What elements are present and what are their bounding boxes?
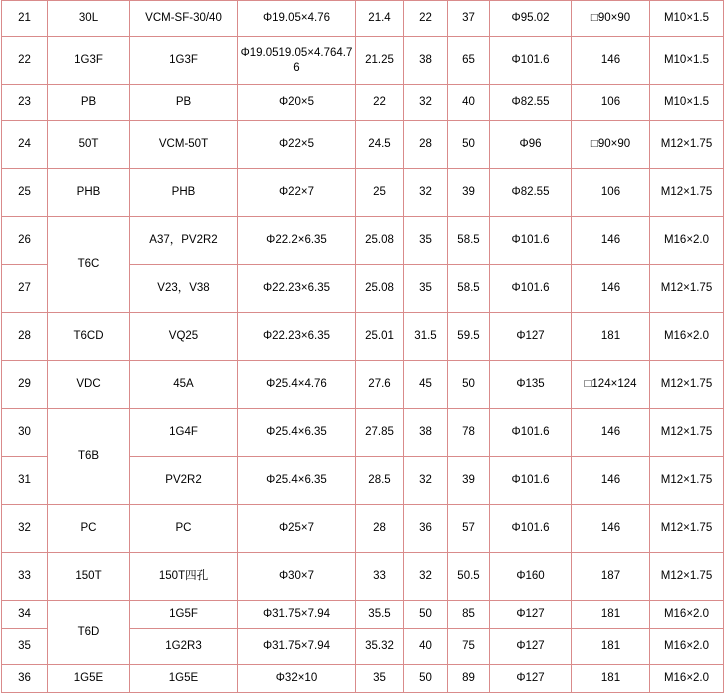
cell-model: PB bbox=[130, 85, 238, 121]
cell-d: Φ82.55 bbox=[490, 169, 572, 217]
cell-b: 50 bbox=[404, 601, 448, 629]
cell-a: 25 bbox=[356, 169, 404, 217]
cell-code: T6D bbox=[48, 601, 130, 665]
cell-b: 31.5 bbox=[404, 313, 448, 361]
cell-no: 29 bbox=[2, 361, 48, 409]
cell-thread: M12×1.75 bbox=[650, 121, 724, 169]
cell-thread: M12×1.75 bbox=[650, 361, 724, 409]
cell-d: Φ101.6 bbox=[490, 409, 572, 457]
cell-b: 32 bbox=[404, 553, 448, 601]
cell-dimension: Φ30×7 bbox=[238, 553, 356, 601]
table-row bbox=[2, 665, 724, 693]
cell-e: 146 bbox=[572, 409, 650, 457]
cell-a: 40 bbox=[404, 629, 448, 665]
cell-dimension: Φ19.0519.05×4.764.76 bbox=[238, 37, 356, 85]
cell-e: □124×124 bbox=[572, 361, 650, 409]
cell-thread: M12×1.75 bbox=[650, 169, 724, 217]
cell-a: 25.08 bbox=[356, 217, 404, 265]
cell-e: 106 bbox=[572, 169, 650, 217]
cell-b: 22 bbox=[404, 1, 448, 37]
cell-code: 1G2R3 bbox=[130, 629, 238, 665]
table-row bbox=[2, 1, 724, 37]
cell-a: 27.6 bbox=[356, 361, 404, 409]
cell-model: PC bbox=[130, 505, 238, 553]
table-row bbox=[2, 361, 724, 409]
cell-d: Φ127 bbox=[490, 665, 572, 693]
cell-code: 50T bbox=[48, 121, 130, 169]
cell-code: VDC bbox=[48, 361, 130, 409]
table-row bbox=[2, 601, 724, 629]
cell-c: 57 bbox=[448, 505, 490, 553]
cell-code: PHB bbox=[48, 169, 130, 217]
cell-e: 146 bbox=[572, 505, 650, 553]
cell-code: PV2R2 bbox=[130, 457, 238, 505]
cell-dimension: Φ22.2×6.35 bbox=[238, 217, 356, 265]
cell-c: 50 bbox=[448, 121, 490, 169]
cell-a: 32 bbox=[404, 457, 448, 505]
cell-dimension: Φ25×7 bbox=[238, 505, 356, 553]
cell-b: 38 bbox=[404, 37, 448, 85]
cell-d: Φ101.6 bbox=[490, 217, 572, 265]
cell-code: 30L bbox=[48, 1, 130, 37]
cell-no: 31 bbox=[2, 457, 48, 505]
cell-thread: M10×1.5 bbox=[650, 37, 724, 85]
cell-c: 58.5 bbox=[448, 217, 490, 265]
table-row bbox=[2, 169, 724, 217]
cell-d: Φ96 bbox=[490, 121, 572, 169]
cell-e: M12×1.75 bbox=[650, 457, 724, 505]
cell-no: 26 bbox=[2, 217, 48, 265]
cell-b: 28 bbox=[404, 121, 448, 169]
cell-code: T6CD bbox=[48, 313, 130, 361]
cell-model: Φ31.75×7.94 bbox=[238, 629, 356, 665]
cell-no: 35 bbox=[2, 629, 48, 665]
cell-c: 89 bbox=[448, 665, 490, 693]
cell-e: 187 bbox=[572, 553, 650, 601]
table-row bbox=[2, 217, 724, 265]
cell-e: 106 bbox=[572, 85, 650, 121]
cell-code: PB bbox=[48, 85, 130, 121]
cell-model: VCM-50T bbox=[130, 121, 238, 169]
cell-model: 1G5E bbox=[130, 665, 238, 693]
cell-d: Φ135 bbox=[490, 361, 572, 409]
cell-c: 65 bbox=[448, 37, 490, 85]
cell-dimension: Φ25.4×4.76 bbox=[238, 361, 356, 409]
cell-c: 85 bbox=[448, 601, 490, 629]
cell-no: 22 bbox=[2, 37, 48, 85]
cell-model: 1G5F bbox=[130, 601, 238, 629]
cell-c: 78 bbox=[448, 409, 490, 457]
cell-no: 34 bbox=[2, 601, 48, 629]
table-row bbox=[2, 313, 724, 361]
cell-code: T6C bbox=[48, 217, 130, 313]
cell-d: 181 bbox=[572, 629, 650, 665]
cell-no: 27 bbox=[2, 265, 48, 313]
cell-a: 33 bbox=[356, 553, 404, 601]
cell-dimension: 35.32 bbox=[356, 629, 404, 665]
cell-b: 75 bbox=[448, 629, 490, 665]
cell-d: Φ127 bbox=[490, 313, 572, 361]
cell-dimension: Φ20×5 bbox=[238, 85, 356, 121]
cell-code: V23，V38 bbox=[130, 265, 238, 313]
cell-a: 22 bbox=[356, 85, 404, 121]
table-row bbox=[2, 121, 724, 169]
cell-dimension: Φ32×10 bbox=[238, 665, 356, 693]
cell-no: 33 bbox=[2, 553, 48, 601]
cell-thread: M10×1.5 bbox=[650, 1, 724, 37]
cell-thread: M12×1.75 bbox=[650, 553, 724, 601]
cell-thread: M16×2.0 bbox=[650, 313, 724, 361]
cell-e: □90×90 bbox=[572, 121, 650, 169]
cell-a: 35.5 bbox=[356, 601, 404, 629]
cell-b: 38 bbox=[404, 409, 448, 457]
cell-a: 28 bbox=[356, 505, 404, 553]
cell-model: VCM-SF-30/40 bbox=[130, 1, 238, 37]
cell-no: 24 bbox=[2, 121, 48, 169]
cell-d: Φ95.02 bbox=[490, 1, 572, 37]
cell-b: 39 bbox=[448, 457, 490, 505]
cell-d: 146 bbox=[572, 265, 650, 313]
cell-code: 1G5E bbox=[48, 665, 130, 693]
table-row bbox=[2, 37, 724, 85]
cell-c: Φ101.6 bbox=[490, 457, 572, 505]
cell-no: 32 bbox=[2, 505, 48, 553]
cell-c: 59.5 bbox=[448, 313, 490, 361]
cell-model: Φ25.4×6.35 bbox=[238, 457, 356, 505]
cell-b: 36 bbox=[404, 505, 448, 553]
cell-thread: M16×2.0 bbox=[650, 217, 724, 265]
cell-code: PC bbox=[48, 505, 130, 553]
cell-model: A37，PV2R2 bbox=[130, 217, 238, 265]
cell-thread: M12×1.75 bbox=[650, 409, 724, 457]
table-row bbox=[2, 85, 724, 121]
cell-no: 28 bbox=[2, 313, 48, 361]
cell-model: 150T四孔 bbox=[130, 553, 238, 601]
cell-code: T6B bbox=[48, 409, 130, 505]
cell-a: 25.01 bbox=[356, 313, 404, 361]
cell-c: Φ101.6 bbox=[490, 265, 572, 313]
cell-model: Φ22.23×6.35 bbox=[238, 265, 356, 313]
cell-model: 1G4F bbox=[130, 409, 238, 457]
cell-c: 50.5 bbox=[448, 553, 490, 601]
cell-dimension: Φ22×7 bbox=[238, 169, 356, 217]
cell-dimension: 28.5 bbox=[356, 457, 404, 505]
cell-no: 36 bbox=[2, 665, 48, 693]
cell-d: 146 bbox=[572, 457, 650, 505]
cell-a: 27.85 bbox=[356, 409, 404, 457]
cell-b: 58.5 bbox=[448, 265, 490, 313]
cell-e: 181 bbox=[572, 313, 650, 361]
cell-dimension: Φ22×5 bbox=[238, 121, 356, 169]
cell-thread: M16×2.0 bbox=[650, 665, 724, 693]
cell-c: Φ127 bbox=[490, 629, 572, 665]
table-row bbox=[2, 553, 724, 601]
cell-no: 23 bbox=[2, 85, 48, 121]
cell-dimension: Φ31.75×7.94 bbox=[238, 601, 356, 629]
cell-dimension: Φ22.23×6.35 bbox=[238, 313, 356, 361]
cell-c: 50 bbox=[448, 361, 490, 409]
table-row bbox=[2, 505, 724, 553]
cell-a: 24.5 bbox=[356, 121, 404, 169]
cell-thread: M12×1.75 bbox=[650, 505, 724, 553]
cell-b: 45 bbox=[404, 361, 448, 409]
cell-e: 181 bbox=[572, 601, 650, 629]
specification-table bbox=[1, 0, 724, 693]
cell-e: 181 bbox=[572, 665, 650, 693]
cell-model: VQ25 bbox=[130, 313, 238, 361]
cell-dimension: Φ19.05×4.76 bbox=[238, 1, 356, 37]
cell-e: 146 bbox=[572, 37, 650, 85]
cell-model: 45A bbox=[130, 361, 238, 409]
cell-no: 25 bbox=[2, 169, 48, 217]
cell-b: 35 bbox=[404, 217, 448, 265]
table-row bbox=[2, 409, 724, 457]
cell-e: □90×90 bbox=[572, 1, 650, 37]
cell-no: 30 bbox=[2, 409, 48, 457]
cell-e: M12×1.75 bbox=[650, 265, 724, 313]
cell-c: 39 bbox=[448, 169, 490, 217]
cell-a: 21.4 bbox=[356, 1, 404, 37]
cell-d: Φ127 bbox=[490, 601, 572, 629]
cell-c: 40 bbox=[448, 85, 490, 121]
cell-dimension: 25.08 bbox=[356, 265, 404, 313]
cell-d: Φ101.6 bbox=[490, 505, 572, 553]
cell-b: 50 bbox=[404, 665, 448, 693]
cell-model: 1G3F bbox=[130, 37, 238, 85]
cell-e: M16×2.0 bbox=[650, 629, 724, 665]
cell-a: 35 bbox=[356, 665, 404, 693]
table-body bbox=[2, 1, 724, 693]
cell-e: 146 bbox=[572, 217, 650, 265]
cell-thread: M10×1.5 bbox=[650, 85, 724, 121]
cell-thread: M16×2.0 bbox=[650, 601, 724, 629]
cell-d: Φ82.55 bbox=[490, 85, 572, 121]
cell-d: Φ160 bbox=[490, 553, 572, 601]
cell-a: 35 bbox=[404, 265, 448, 313]
cell-b: 32 bbox=[404, 169, 448, 217]
cell-a: 21.25 bbox=[356, 37, 404, 85]
cell-dimension: Φ25.4×6.35 bbox=[238, 409, 356, 457]
cell-b: 32 bbox=[404, 85, 448, 121]
cell-no: 21 bbox=[2, 1, 48, 37]
cell-d: Φ101.6 bbox=[490, 37, 572, 85]
cell-code: 150T bbox=[48, 553, 130, 601]
cell-c: 37 bbox=[448, 1, 490, 37]
cell-model: PHB bbox=[130, 169, 238, 217]
cell-code: 1G3F bbox=[48, 37, 130, 85]
